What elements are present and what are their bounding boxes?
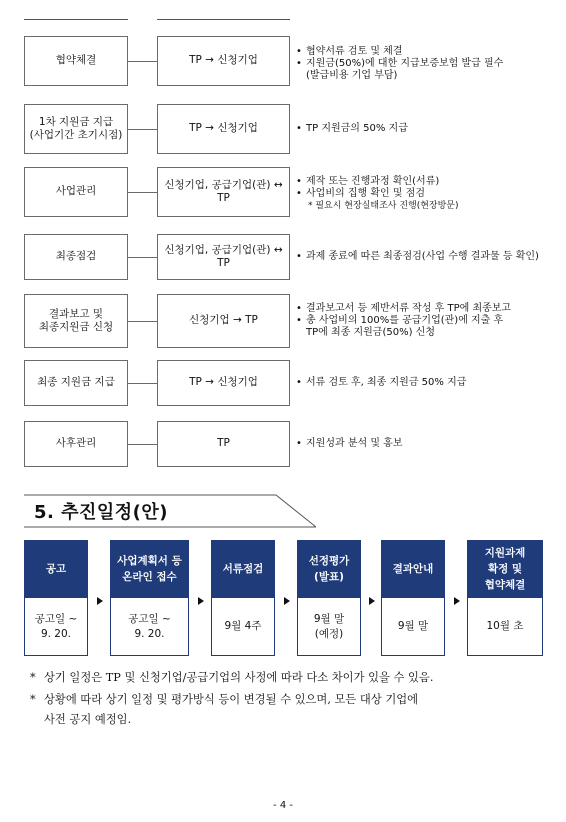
footnote-mark: * bbox=[30, 671, 36, 684]
footnote-text: 상기 일정은 TP 및 신청기업/공급기업의 사정에 따라 다소 차이가 있을 수 있음. bbox=[44, 671, 434, 684]
stage-description bbox=[296, 438, 558, 450]
schedule-step-header: 선정평가 (발표) bbox=[297, 540, 361, 598]
schedule-step-date: 9월 말 bbox=[381, 598, 445, 656]
schedule-step-date: 9월 말 (예정) bbox=[297, 598, 361, 656]
schedule-step-date: 공고일 ~ 9. 20. bbox=[110, 598, 189, 656]
top-divider-right bbox=[157, 19, 290, 20]
next-arrow-icon bbox=[97, 597, 103, 605]
description-item: • 과제 종료에 따른 최종점검(사업 수행 결과물 등 확인) bbox=[296, 251, 558, 263]
actor-box: TP → 신청기업 bbox=[157, 104, 290, 154]
description-item: • 지원성과 분석 및 홍보 bbox=[296, 438, 558, 450]
actor-box: TP → 신청기업 bbox=[157, 360, 290, 406]
description-item: • 지원금(50%)에 대한 지급보증보험 발급 필수 (발급비용 기업 부담) bbox=[296, 58, 558, 82]
actor-box: TP bbox=[157, 421, 290, 467]
schedule-step-header: 지원과제 확정 및 협약체결 bbox=[467, 540, 543, 598]
footnote bbox=[30, 690, 550, 730]
next-arrow-icon bbox=[369, 597, 375, 605]
schedule-step-header: 결과안내 bbox=[381, 540, 445, 598]
schedule-step-header: 사업계획서 등 온라인 접수 bbox=[110, 540, 189, 598]
schedule-step-date: 공고일 ~ 9. 20. bbox=[24, 598, 88, 656]
description-item: • 총 사업비의 100%를 공급기업(관)에 지출 후 TP에 최종 지원금(50%) 신청 bbox=[296, 315, 558, 339]
description-item: • 사업비의 집행 확인 및 점검 bbox=[296, 188, 558, 200]
row-connector bbox=[128, 257, 157, 258]
actor-box: 신청기업 → TP bbox=[157, 294, 290, 348]
section-title: 5. 추진일정(안) bbox=[34, 502, 169, 523]
stage-box: 1차 지원금 지급 (사업기간 초기시점) bbox=[24, 104, 128, 154]
stage-description bbox=[296, 123, 558, 135]
row-connector bbox=[128, 321, 157, 322]
row-connector bbox=[128, 444, 157, 445]
schedule-step-header: 공고 bbox=[24, 540, 88, 598]
stage-description bbox=[296, 176, 558, 212]
description-note: * 필요시 현장실태조사 진행(현장방문) bbox=[308, 201, 459, 211]
section-heading bbox=[24, 494, 316, 528]
stage-box: 최종 지원금 지급 bbox=[24, 360, 128, 406]
schedule-step-date: 10월 초 bbox=[467, 598, 543, 656]
actor-box: TP → 신청기업 bbox=[157, 36, 290, 86]
next-arrow-icon bbox=[198, 597, 204, 605]
footnote-mark: * bbox=[30, 693, 36, 706]
description-item: • 서류 검토 후, 최종 지원금 50% 지급 bbox=[296, 377, 558, 389]
next-arrow-icon bbox=[284, 597, 290, 605]
stage-description bbox=[296, 377, 558, 389]
page-number: - 4 - bbox=[273, 800, 293, 811]
schedule-step-date: 9월 4주 bbox=[211, 598, 275, 656]
footnote-text: 상황에 따라 상기 일정 및 평가방식 등이 변경될 수 있으며, 모든 대상 기업에 bbox=[44, 693, 419, 706]
schedule-step-header: 서류점검 bbox=[211, 540, 275, 598]
description-item: • 제작 또는 진행과정 확인(서류) bbox=[296, 176, 558, 188]
stage-description bbox=[296, 46, 558, 82]
stage-box: 사후관리 bbox=[24, 421, 128, 467]
row-connector bbox=[128, 383, 157, 384]
description-item: • TP 지원금의 50% 지급 bbox=[296, 123, 558, 135]
stage-box: 결과보고 및 최종지원금 신청 bbox=[24, 294, 128, 348]
top-divider-left bbox=[24, 19, 128, 20]
footnote bbox=[30, 668, 550, 688]
description-item: • 결과보고서 등 제반서류 작성 후 TP에 최종보고 bbox=[296, 303, 558, 315]
actor-box: 신청기업, 공급기업(관) ↔ TP bbox=[157, 167, 290, 217]
stage-box: 사업관리 bbox=[24, 167, 128, 217]
row-connector bbox=[128, 129, 157, 130]
stage-description bbox=[296, 303, 558, 339]
stage-box: 최종점검 bbox=[24, 234, 128, 280]
row-connector bbox=[128, 192, 157, 193]
next-arrow-icon bbox=[454, 597, 460, 605]
row-connector bbox=[128, 61, 157, 62]
footnote-continuation: 사전 공지 예정임. bbox=[44, 713, 132, 726]
stage-description bbox=[296, 251, 558, 263]
actor-box: 신청기업, 공급기업(관) ↔ TP bbox=[157, 234, 290, 280]
stage-box: 협약체결 bbox=[24, 36, 128, 86]
description-item: • 협약서류 검토 및 체결 bbox=[296, 46, 558, 58]
